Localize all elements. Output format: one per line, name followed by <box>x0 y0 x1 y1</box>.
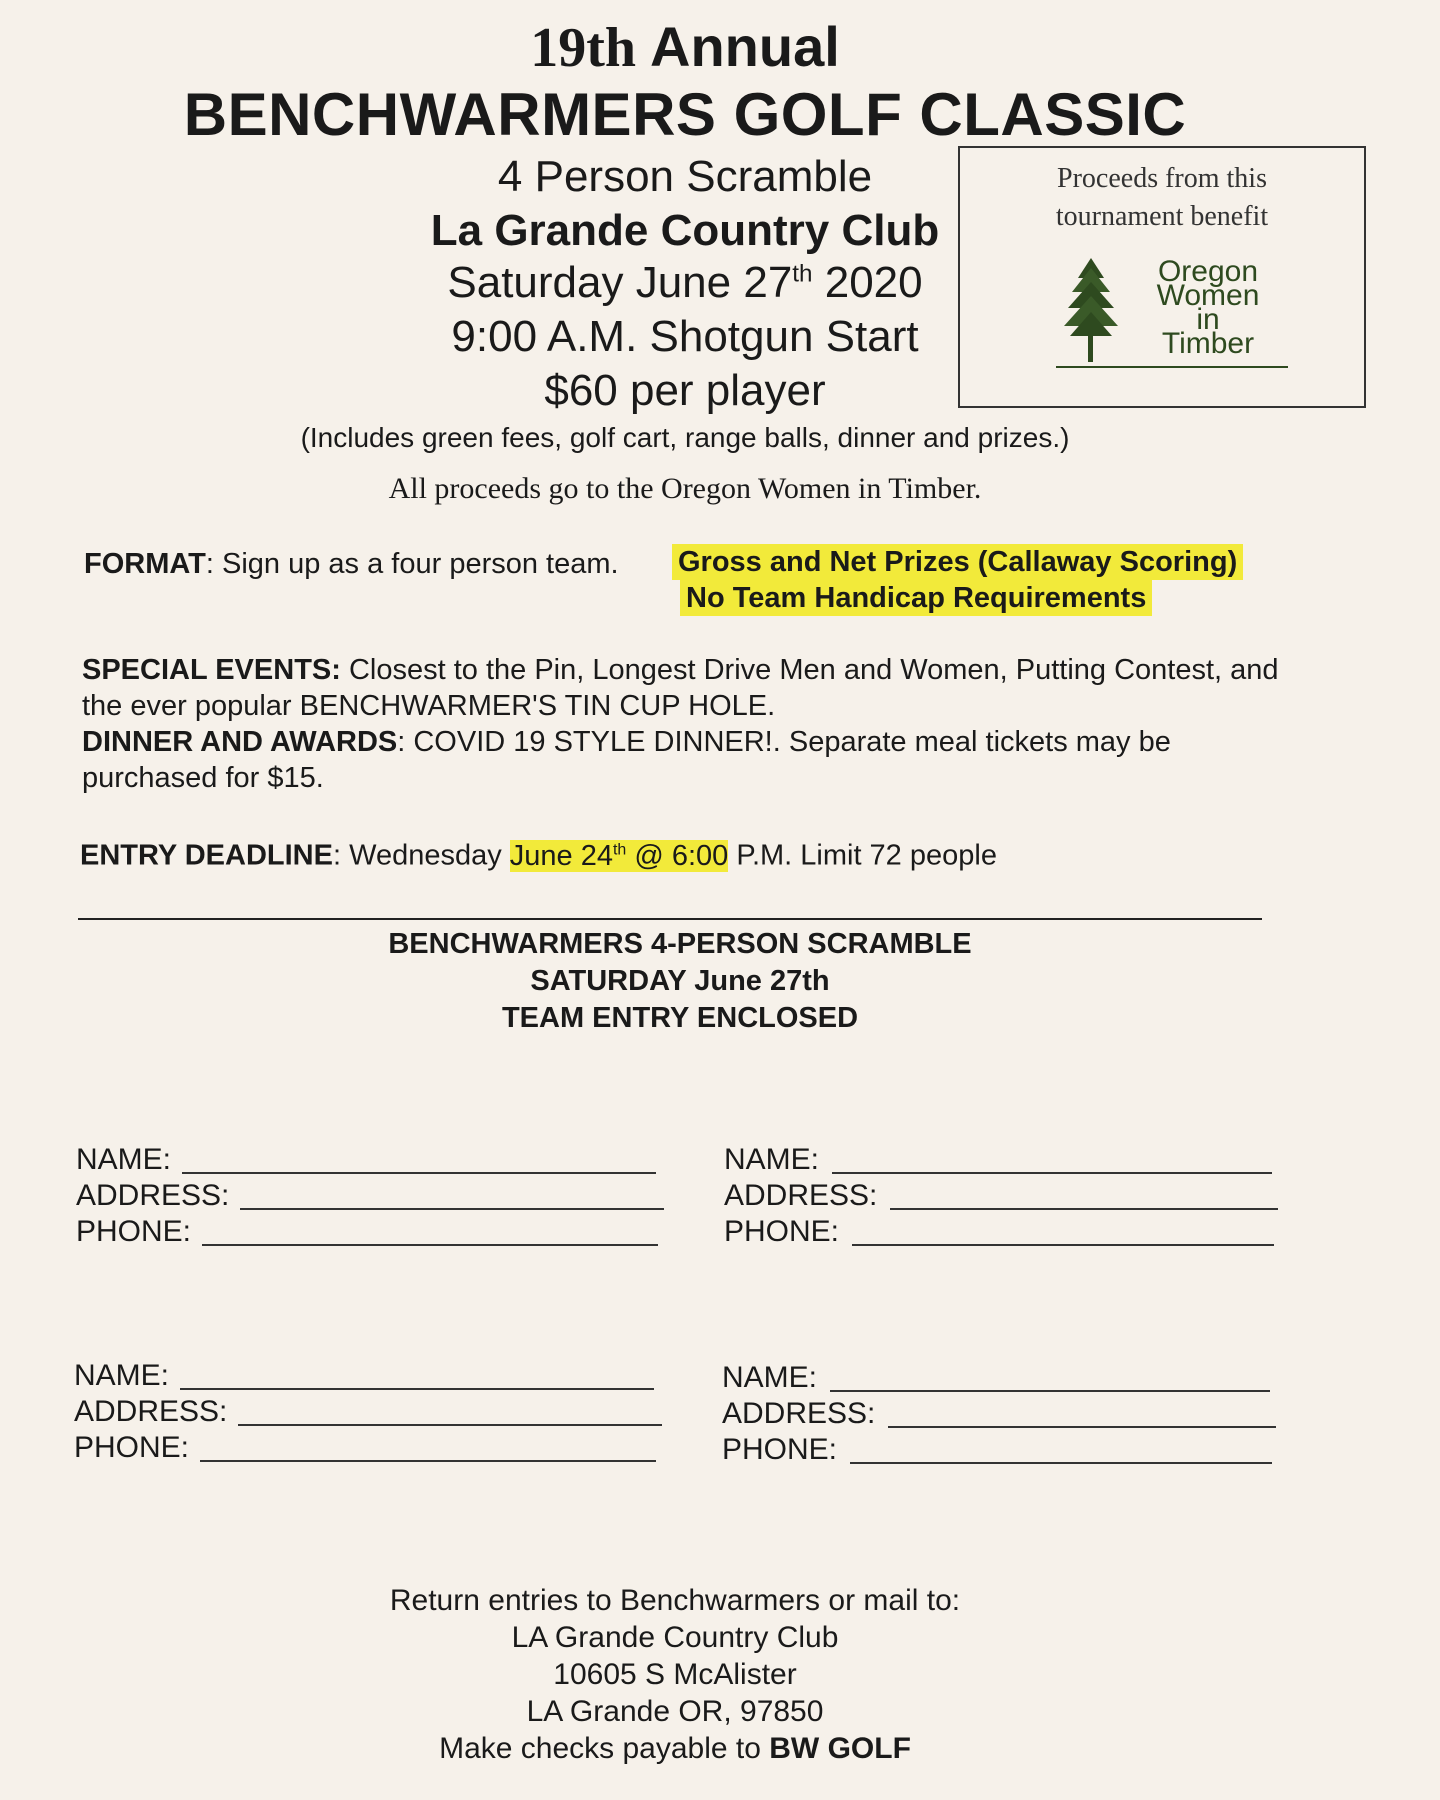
entry-block-2 <box>724 1142 1284 1250</box>
phone-label: PHONE: <box>74 1431 190 1464</box>
divider <box>78 918 1262 920</box>
name-label: NAME: <box>74 1359 170 1392</box>
phone-field[interactable] <box>202 1244 658 1246</box>
form-title-3: TEAM ENTRY ENCLOSED <box>501 1002 859 1034</box>
edition-word: Annual <box>650 15 840 78</box>
address-field[interactable] <box>888 1426 1276 1428</box>
entry-block-3 <box>74 1358 594 1466</box>
address-field[interactable] <box>238 1424 662 1426</box>
name-label: NAME: <box>76 1143 172 1176</box>
name-field[interactable] <box>830 1390 1270 1392</box>
sponsor-box <box>958 146 1366 408</box>
deadline-label: ENTRY DEADLINE <box>80 839 333 872</box>
dinner-text: : COVID 19 STYLE DINNER!. Separate meal tickets may be purchased for $15. <box>82 726 1171 794</box>
phone-field[interactable] <box>852 1244 1274 1246</box>
form-title-1: BENCHWARMERS 4-PERSON SCRAMBLE <box>388 928 972 960</box>
deadline-date: June 24 <box>509 839 613 872</box>
phone-label: PHONE: <box>722 1433 838 1466</box>
includes-note: (Includes green fees, golf cart, range balls, dinner and prizes.) <box>300 422 1070 453</box>
edition-heading <box>0 14 1370 80</box>
payable-text: Make checks payable to <box>439 1732 770 1765</box>
special-events <box>82 652 1282 724</box>
venue: La Grande Country Club <box>430 206 940 255</box>
deadline-sup: th <box>612 841 627 858</box>
return-line-4: LA Grande OR, 97850 <box>526 1695 824 1728</box>
date-sup: th <box>792 260 813 288</box>
special-label: SPECIAL EVENTS: <box>82 654 341 686</box>
price: $60 per player <box>544 366 826 415</box>
address-field[interactable] <box>240 1208 664 1210</box>
address-label: ADDRESS: <box>724 1179 878 1212</box>
format-line <box>84 546 619 582</box>
return-line-1: Return entries to Benchwarmers or mail to: <box>389 1584 961 1617</box>
deadline-pre: : Wednesday <box>332 839 510 872</box>
phone-field[interactable] <box>850 1462 1272 1464</box>
name-field[interactable] <box>182 1172 656 1174</box>
edition-number: 19th <box>530 17 637 79</box>
format-label: FORMAT <box>84 548 206 580</box>
start-time: 9:00 A.M. Shotgun Start <box>451 312 919 361</box>
logo-word: Oregon <box>1157 255 1259 288</box>
address-field[interactable] <box>890 1208 1278 1210</box>
return-line-5 <box>0 1730 1350 1767</box>
format-text: : Sign up as a four person team. <box>205 548 619 580</box>
phone-field[interactable] <box>200 1460 656 1462</box>
address-label: ADDRESS: <box>722 1397 876 1430</box>
prizes-highlight <box>672 544 1243 616</box>
payee: BW GOLF <box>769 1732 911 1765</box>
address-label: ADDRESS: <box>76 1179 230 1212</box>
form-title <box>0 926 1360 1037</box>
name-field[interactable] <box>832 1172 1272 1174</box>
entry-deadline <box>80 832 997 874</box>
sponsor-text <box>960 160 1364 236</box>
date-year: 2020 <box>824 258 923 307</box>
name-label: NAME: <box>722 1361 818 1394</box>
tree-icon <box>1060 256 1122 366</box>
name-label: NAME: <box>724 1143 820 1176</box>
prize-line-2: No Team Handicap Requirements <box>680 580 1152 616</box>
logo-word: Women <box>1156 279 1260 312</box>
return-line-3: 10605 S McAlister <box>553 1658 797 1691</box>
proceeds-note: All proceeds go to the Oregon Women in Timber. <box>388 472 982 505</box>
event-title: BENCHWARMERS GOLF CLASSIC <box>183 81 1187 148</box>
format-subtitle: 4 Person Scramble <box>497 152 873 201</box>
sponsor-line-2: tournament benefit <box>1055 201 1269 232</box>
deadline-post: P.M. Limit 72 people <box>728 839 997 872</box>
entry-block-1 <box>76 1142 596 1250</box>
dinner-label: DINNER AND AWARDS <box>82 726 398 758</box>
logo-word: in <box>1196 303 1220 336</box>
return-line-2: LA Grande Country Club <box>511 1621 839 1654</box>
prize-line-1: Gross and Net Prizes (Callaway Scoring) <box>672 544 1243 580</box>
phone-label: PHONE: <box>76 1215 192 1248</box>
return-info <box>0 1582 1350 1767</box>
sponsor-line-1: Proceeds from this <box>1057 163 1267 194</box>
address-label: ADDRESS: <box>74 1395 228 1428</box>
special-text: Closest to the Pin, Longest Drive Men and Women, Putting Contest, and the ever popular BENCHWARMER'S TIN CUP HOLE. <box>82 654 1279 722</box>
logo-word: Timber <box>1161 327 1255 360</box>
entry-block-4 <box>722 1360 1282 1468</box>
dinner-awards <box>82 724 1282 796</box>
phone-label: PHONE: <box>724 1215 840 1248</box>
owit-logo-text <box>1128 255 1288 360</box>
logo-underline <box>1056 366 1288 368</box>
deadline-highlight <box>510 840 729 872</box>
date-main: Saturday June 27 <box>447 258 793 307</box>
deadline-time: @ 6:00 <box>626 839 729 872</box>
form-title-2: SATURDAY June 27th <box>530 965 830 997</box>
name-field[interactable] <box>180 1388 654 1390</box>
